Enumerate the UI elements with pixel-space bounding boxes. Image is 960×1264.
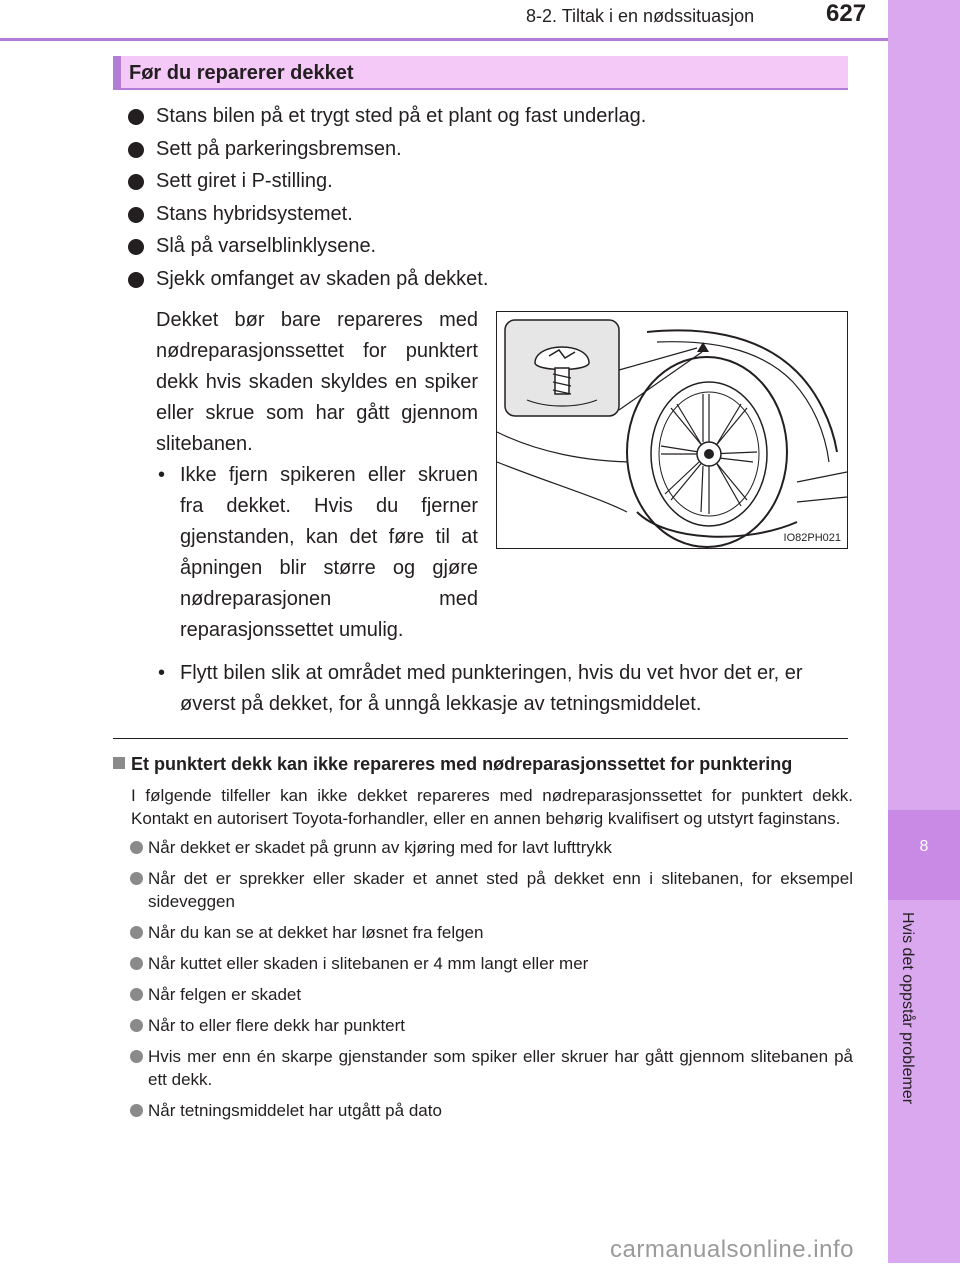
bullet-icon	[130, 841, 143, 854]
bullet-icon	[130, 1050, 143, 1063]
note-list	[113, 836, 853, 1122]
note-list-item: Når kuttet eller skaden i slitebanen er 4 mm langt eller mer	[113, 952, 853, 975]
bullet-item: Stans bilen på et trygt sted på et plant og fast underlag.	[126, 100, 846, 133]
damage-paragraph: Dekket bør bare repareres med nødreparasjonssettet for punktert dekk hvis skaden skyldes en spiker eller skrue som har gått gjennom slitebanen.	[156, 309, 478, 455]
sub-bullet-item: • Flytt bilen slik at området med punkteringen, hvis du vet hvor det er, er øverst på dekket, for å unngå lekkasje av tetningsmiddelet.	[156, 658, 846, 720]
square-bullet-icon	[113, 757, 125, 769]
tire-drawing	[497, 312, 847, 548]
note-list-item: Når to eller flere dekk har punktert	[113, 1014, 853, 1037]
bullet-icon	[128, 272, 144, 288]
bullet-item: Stans hybridsystemet.	[126, 198, 846, 231]
bullet-icon	[130, 1104, 143, 1117]
box-title-accent	[113, 56, 121, 88]
sub-bullet-icon: •	[158, 464, 166, 486]
bullet-list	[126, 100, 846, 295]
bullet-item: Sett på parkeringsbremsen.	[126, 133, 846, 166]
bullet-icon	[128, 142, 144, 158]
flat-tire-illustration	[496, 311, 848, 549]
sub-bullet-item: • Ikke fjern spikeren eller skruen fra dekket. Hvis du fjerner gjenstanden, kan det føre til at åpningen blir større og gjøre nødreparasjonen med reparasjonssettet umulig.	[156, 460, 478, 646]
note-list-item: Når felgen er skadet	[113, 983, 853, 1006]
bullet-icon	[128, 207, 144, 223]
note-list-item: Hvis mer enn én skarpe gjenstander som spiker eller skruer har gått gjennom slitebanen på ett dekk.	[113, 1045, 853, 1091]
bullet-icon	[130, 957, 143, 970]
header-divider	[0, 38, 888, 41]
bullet-icon	[128, 174, 144, 190]
bullet-item: Slå på varselblinklysene.	[126, 230, 846, 263]
damage-paragraph-block	[156, 305, 478, 646]
chapter-number: 8	[919, 838, 929, 855]
box-title: Før du reparerer dekket	[129, 62, 354, 84]
note-list-item: Når det er sprekker eller skader et annet sted på dekket enn i slitebanen, for eksempel sideveggen	[113, 867, 853, 913]
bullet-icon	[130, 1019, 143, 1032]
bullet-item: Sjekk omfanget av skaden på dekket.	[126, 263, 846, 296]
note-intro: I følgende tilfeller kan ikke dekket repareres med nødreparasjonssettet for punktert dekk. Kontakt en autorisert Toyota-forhandler, eller en annen behørig kvalifisert og utstyrt faginstans.	[131, 786, 853, 828]
section-divider	[113, 738, 848, 739]
watermark: carmanualsonline.info	[610, 1236, 854, 1263]
bullet-icon	[130, 988, 143, 1001]
bullet-icon	[128, 239, 144, 255]
note-list-item: Når tetningsmiddelet har utgått på dato	[113, 1099, 853, 1122]
sub-bullet-icon: •	[158, 662, 166, 684]
page-number: 627	[826, 0, 867, 27]
bullet-icon	[130, 872, 143, 885]
section-label: 8-2. Tiltak i en nødssituasjon	[526, 6, 755, 26]
note-list-item: Når du kan se at dekket har løsnet fra felgen	[113, 921, 853, 944]
note-section	[113, 752, 853, 1130]
figure-code: IO82PH021	[783, 532, 841, 544]
note-list-item: Når dekket er skadet på grunn av kjøring med for lavt lufttrykk	[113, 836, 853, 859]
chapter-title: Hvis det oppstår problemer	[899, 912, 916, 1105]
bullet-icon	[130, 926, 143, 939]
box-title-bar	[113, 56, 848, 90]
bullet-icon	[128, 109, 144, 125]
note-title: Et punktert dekk kan ikke repareres med nødreparasjonssettet for punktering	[113, 752, 853, 776]
bullet-item: Sett giret i P-stilling.	[126, 165, 846, 198]
